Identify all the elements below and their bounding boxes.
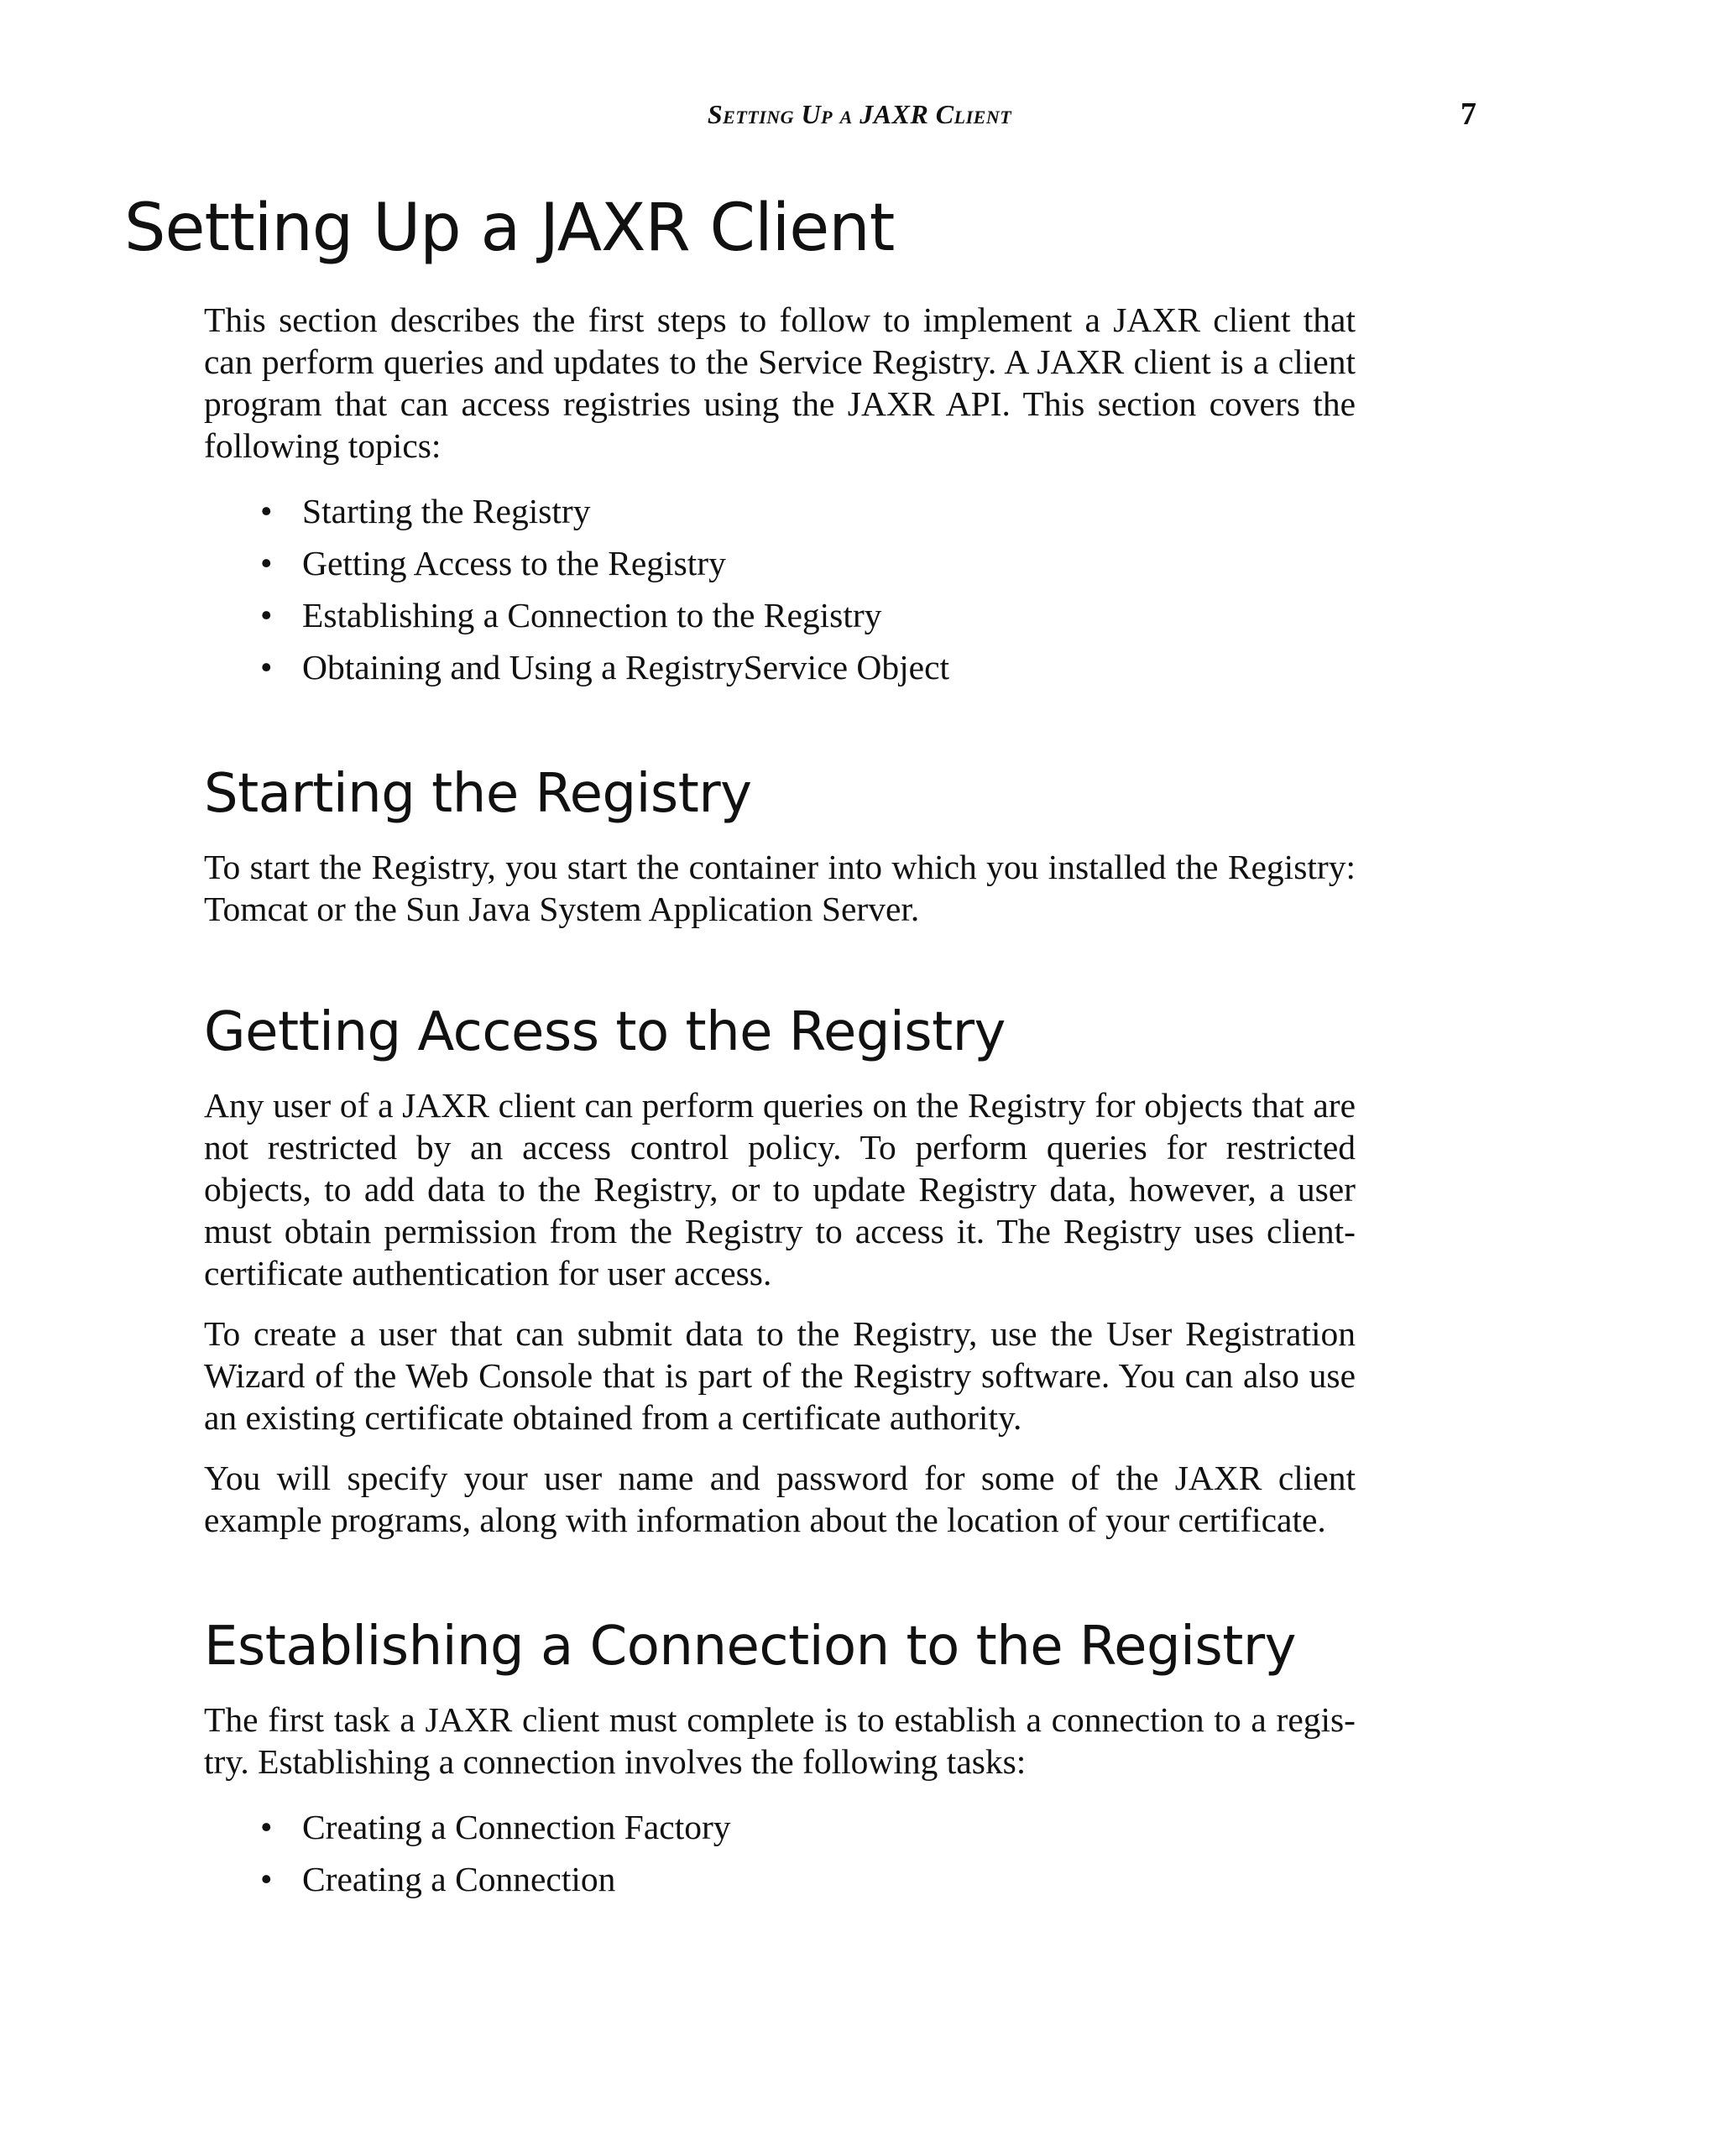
list-item: • Starting the Registry [260, 485, 1356, 537]
access-paragraph: You will specify your user name and password for some of the JAXR client example programs, along with information about the location of your certificate. [204, 1459, 1356, 1539]
page-number: 7 [1460, 97, 1476, 132]
section-heading-starting: Starting the Registry [204, 763, 752, 825]
page-content [204, 299, 1356, 1905]
running-header [0, 99, 1719, 141]
section-heading-access: Getting Access to the Registry [204, 1001, 1006, 1063]
chapter-title: Setting Up a JAXR Client [124, 191, 895, 266]
list-item: • Obtaining and Using a RegistryService Object [260, 641, 1356, 693]
running-title: Setting Up a JAXR Client [707, 99, 1012, 129]
access-paragraph: To create a user that can submit data to the Registry, use the User Registration Wizard of the Web Console that is part of the Registry software. You can also use an existing certificate obtained from a certificate authority. [204, 1314, 1356, 1437]
bullet-icon: • [260, 596, 273, 634]
establishing-paragraph: The first task a JAXR client must complete is to establish a connection to a registry. Establishing a connection involves the following tasks: [204, 1700, 1356, 1781]
list-item: • Establishing a Connection to the Registry [260, 589, 1356, 641]
bullet-icon: • [260, 1808, 273, 1846]
section-heading-establishing: Establishing a Connection to the Registry [204, 1616, 1296, 1678]
tasks-list [204, 1801, 1356, 1905]
access-paragraph: Any user of a JAXR client can perform queries on the Registry for objects that are not restricted by an access control policy. To perform queries for restricted objects, to add data to the Registry, or to update Registry data, however, a user must obtain permission from the Registry to access it. The Registry uses client-certificate authentication for user access. [204, 1086, 1356, 1292]
intro-paragraph: This section describes the first steps to follow to implement a JAXR client that can perform queries and updates to the Service Registry. A JAXR client is a client program that can access registries using the JAXR API. This section covers the following topics: [204, 300, 1356, 465]
list-item: • Creating a Connection Factory [260, 1801, 1356, 1853]
bullet-icon: • [260, 648, 273, 686]
bullet-icon: • [260, 492, 273, 530]
list-item: • Creating a Connection [260, 1853, 1356, 1905]
bullet-icon: • [260, 1860, 273, 1898]
list-item: • Getting Access to the Registry [260, 537, 1356, 589]
topics-list [204, 485, 1356, 693]
starting-paragraph: To start the Registry, you start the container into which you installed the Registry: Tomcat or the Sun Java System Application Server. [204, 848, 1356, 928]
bullet-icon: • [260, 544, 273, 582]
